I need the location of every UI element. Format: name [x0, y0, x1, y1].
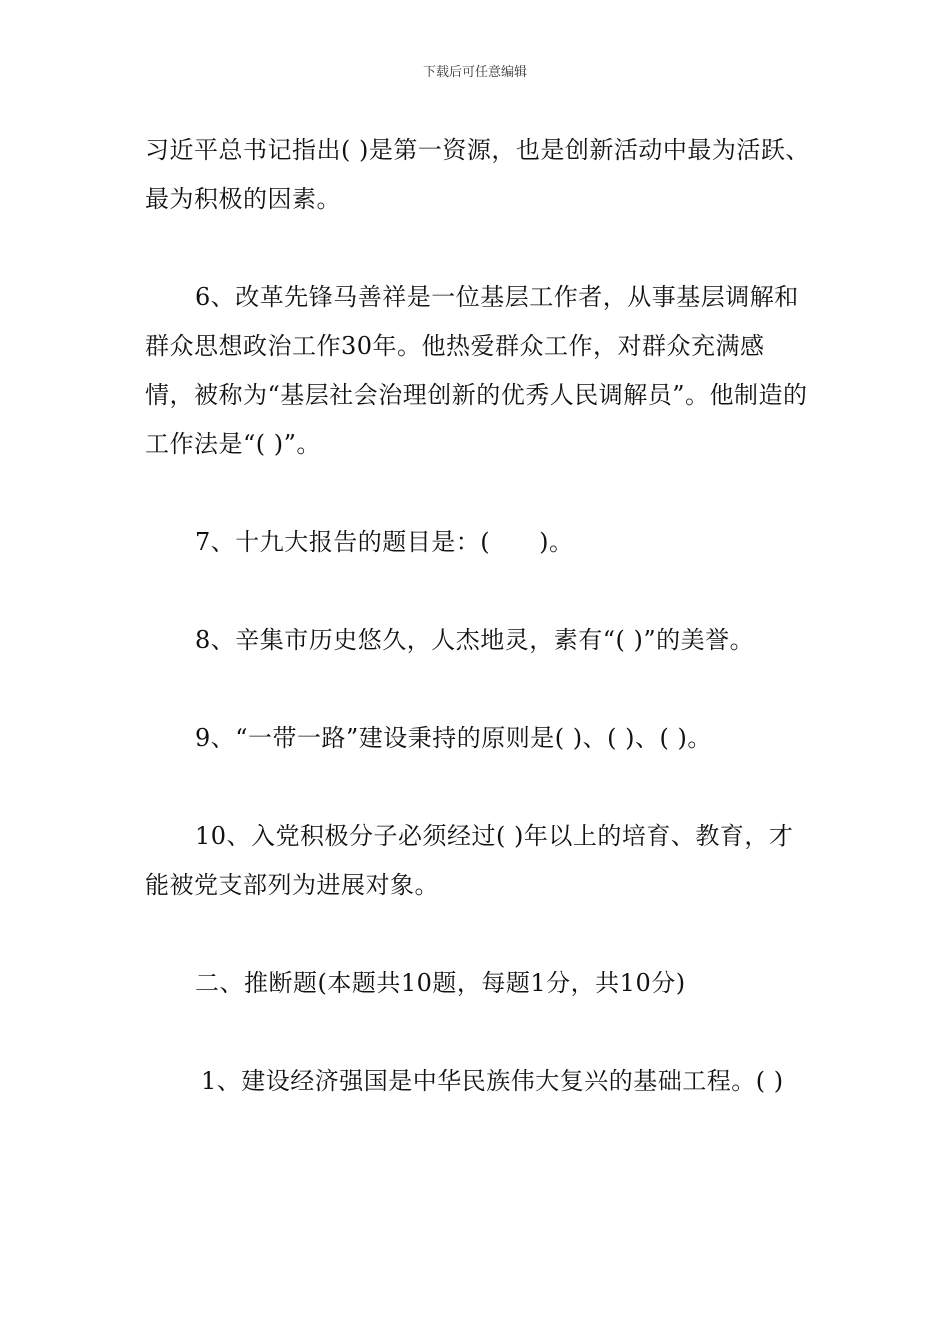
paragraph-talent-question: 习近平总书记指出( )是第一资源，也是创新活动中最为活跃、最为积极的因素。	[145, 136, 810, 213]
section-heading-judgment: 二、推断题(本题共10题，每题1分，共10分)	[195, 969, 686, 997]
document-body	[145, 126, 810, 1106]
paragraph-question-7: 7、十九大报告的题目是：( )。	[195, 528, 574, 556]
paragraph-judgment-1: 1、建设经济强国是中华民族伟大复兴的基础工程。( )	[201, 1067, 784, 1095]
paragraph-question-9: 9、“一带一路”建设秉持的原则是( )、( )、( )。	[195, 724, 712, 752]
page-header-note: 下载后可任意编辑	[422, 65, 527, 80]
paragraph-question-6: 6、改革先锋马善祥是一位基层工作者，从事基层调解和群众思想政治工作30年。他热爱群众工作，对群众充满感情，被称为“基层社会治理创新的优秀人民调解员”。他制造的工作法是“( )”。	[145, 283, 808, 458]
paragraph-question-8: 8、辛集市历史悠久，人杰地灵，素有“( )”的美誉。	[195, 626, 755, 654]
paragraph-question-10: 10、入党积极分子必须经过( )年以上的培育、教育，才能被党支部列为进展对象。	[145, 822, 794, 899]
